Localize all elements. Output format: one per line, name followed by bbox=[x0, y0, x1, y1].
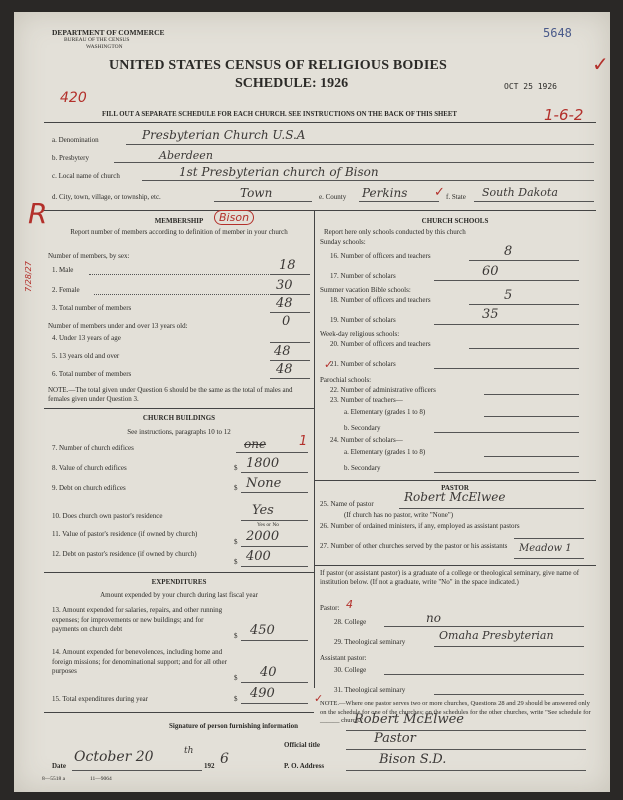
q31-label: 31. Theological seminary bbox=[334, 686, 406, 694]
po-address-label: P. O. Address bbox=[284, 762, 325, 770]
pastor-sub-label: Pastor: bbox=[320, 604, 340, 612]
q16-line bbox=[469, 260, 579, 261]
red-tick-mark: ✓ bbox=[314, 692, 324, 705]
q29-label: 29. Theological seminary bbox=[334, 638, 406, 646]
section-divider-top bbox=[44, 210, 596, 211]
q25-label: 25. Name of pastor bbox=[320, 500, 374, 508]
buildings-subtitle: See instructions, paragraphs 10 to 12 bbox=[127, 428, 231, 436]
q18-value: 5 bbox=[504, 288, 513, 303]
q7-red-value: 1 bbox=[299, 434, 308, 449]
q9-value: None bbox=[246, 476, 282, 491]
q1-leader bbox=[89, 274, 269, 275]
presbytery-line bbox=[114, 162, 594, 163]
red-tick-mark: ✓ bbox=[434, 185, 445, 200]
q19-value: 35 bbox=[482, 307, 499, 322]
q5-line bbox=[270, 360, 310, 361]
q27-value: Meadow 1 bbox=[519, 543, 572, 554]
q28-label: 28. College bbox=[334, 618, 367, 626]
schools-title: CHURCH SCHOOLS bbox=[421, 217, 489, 225]
q16-value: 8 bbox=[504, 244, 513, 259]
q9-label: 9. Debt on church edifices bbox=[52, 484, 126, 492]
q20-label: 20. Number of officers and teachers bbox=[330, 340, 431, 348]
q11-line bbox=[241, 546, 308, 547]
church-name-value: 1st Presbyterian church of Bison bbox=[179, 165, 379, 179]
q10-sub: Yes or No bbox=[257, 522, 280, 528]
q17-label: 17. Number of scholars bbox=[330, 272, 396, 280]
q4-label: 4. Under 13 years of age bbox=[52, 334, 121, 342]
q7-value: one bbox=[244, 437, 267, 451]
pastor-divider bbox=[314, 480, 596, 481]
date-label: Date bbox=[52, 762, 66, 770]
summer-schools: Summer vacation Bible schools: bbox=[320, 286, 411, 294]
instruction-banner: FILL OUT A SEPARATE SCHEDULE FOR EACH CHURCH. SEE INSTRUCTIONS ON THE BACK OF THIS SHEET bbox=[102, 111, 457, 118]
expenditures-subtitle: Amount expended by your church during last fiscal year bbox=[100, 591, 258, 599]
red-margin-note: 7/28/27 bbox=[24, 261, 33, 292]
q11-label: 11. Value of pastor's residence (if owned by church) bbox=[52, 530, 198, 538]
q6-label: 6. Total number of members bbox=[52, 370, 132, 378]
q23b-label: b. Secondary bbox=[344, 424, 381, 432]
church-name-line bbox=[142, 180, 594, 181]
divider bbox=[44, 122, 596, 123]
q3-value: 48 bbox=[276, 296, 293, 311]
q21-label: 21. Number of scholars bbox=[330, 360, 396, 368]
denomination-value: Presbyterian Church U.S.A bbox=[142, 128, 306, 142]
expenditures-title: EXPENDITURES bbox=[151, 578, 207, 586]
q24a-label: a. Elementary (grades 1 to 8) bbox=[344, 448, 426, 456]
official-title-line bbox=[346, 749, 586, 750]
q5-value: 48 bbox=[274, 344, 291, 359]
schools-intro: Report here only schools conducted by this church bbox=[324, 228, 466, 236]
q8-value: 1800 bbox=[246, 456, 280, 471]
department-label: DEPARTMENT OF COMMERCE bbox=[52, 28, 165, 37]
q24b-line bbox=[434, 472, 579, 473]
q22-label: 22. Number of administrative officers bbox=[330, 386, 436, 394]
q12-line bbox=[241, 566, 308, 567]
red-four-mark: 4 bbox=[346, 598, 353, 611]
q8-dollar: $ bbox=[234, 464, 238, 472]
print-code: 8—5518 a bbox=[42, 776, 66, 782]
q13-dollar: $ bbox=[234, 632, 238, 640]
q26-line bbox=[514, 538, 584, 539]
q19-label: 19. Number of scholars bbox=[330, 316, 396, 324]
q12-label: 12. Debt on pastor's residence (if owned by church) bbox=[52, 550, 197, 558]
print-code-2: 11—9064 bbox=[90, 776, 112, 782]
q2-line bbox=[270, 294, 310, 295]
official-title-value: Pastor bbox=[374, 731, 416, 746]
year-prefix: 192 bbox=[204, 762, 215, 770]
q6-value: 48 bbox=[276, 362, 293, 377]
q23a-line bbox=[484, 416, 579, 417]
q17-line bbox=[434, 280, 579, 281]
city-label: WASHINGTON bbox=[86, 44, 123, 50]
membership-title: MEMBERSHIP bbox=[154, 217, 204, 225]
q28-value: no bbox=[426, 611, 441, 625]
form-number: 5648 bbox=[543, 26, 572, 40]
q15-dollar: $ bbox=[234, 695, 238, 703]
q4-value: 0 bbox=[282, 314, 291, 329]
q18-line bbox=[469, 304, 579, 305]
denomination-label: a. Denomination bbox=[52, 136, 99, 144]
q4-line bbox=[270, 342, 310, 343]
q3-label: 3. Total number of members bbox=[52, 304, 132, 312]
date-line bbox=[72, 770, 202, 771]
q23-label: 23. Number of teachers— bbox=[330, 396, 403, 404]
q9-dollar: $ bbox=[234, 484, 238, 492]
q23a-label: a. Elementary (grades 1 to 8) bbox=[344, 408, 426, 416]
bottom-left-divider bbox=[44, 712, 314, 713]
q20-line bbox=[469, 348, 579, 349]
q9-line bbox=[241, 492, 308, 493]
q14-value: 40 bbox=[260, 665, 277, 680]
q1-value: 18 bbox=[279, 258, 296, 273]
bureau-label: BUREAU OF THE CENSUS bbox=[64, 37, 130, 43]
q27-line bbox=[514, 558, 584, 559]
q22-line bbox=[484, 394, 579, 395]
buildings-title: CHURCH BUILDINGS bbox=[142, 414, 216, 422]
official-title-label: Official title bbox=[284, 741, 320, 749]
q13-value: 450 bbox=[250, 623, 275, 638]
q11-value: 2000 bbox=[246, 529, 280, 544]
pastor-note: NOTE.—Where one pastor serves two or more churches, Questions 28 and 29 should be answered only on the schedule for one of the churches; on the schedules for the other churches, write "See schedule for ______ church." bbox=[320, 700, 591, 724]
signature-value: Robert McElwee bbox=[354, 712, 464, 727]
q19-line bbox=[434, 324, 579, 325]
pastor-title: PASTOR bbox=[441, 484, 469, 492]
q2-value: 30 bbox=[276, 278, 293, 293]
q12-value: 400 bbox=[246, 549, 271, 564]
date-superscript: th bbox=[184, 746, 194, 756]
signature-label: Signature of person furnishing information bbox=[169, 722, 298, 730]
q6-line bbox=[270, 378, 310, 379]
date-value: October 20 bbox=[74, 749, 154, 765]
q30-line bbox=[384, 674, 584, 675]
sunday-schools: Sunday schools: bbox=[320, 238, 366, 246]
q15-line bbox=[241, 703, 308, 704]
q15-label: 15. Total expenditures during year bbox=[52, 695, 148, 703]
q5-label: 5. 13 years old and over bbox=[52, 352, 120, 360]
q27-label: 27. Number of other churches served by the pastor or his assistants bbox=[320, 542, 508, 550]
city-line bbox=[214, 201, 312, 202]
under-over-label: Number of members under and over 13 years old: bbox=[48, 322, 188, 330]
presbytery-label: b. Presbytery bbox=[52, 154, 89, 162]
q18-label: 18. Number of officers and teachers bbox=[330, 296, 431, 304]
church-name-label: c. Local name of church bbox=[52, 172, 120, 180]
q25-line bbox=[399, 508, 584, 509]
q13-line bbox=[241, 640, 308, 641]
q24-label: 24. Number of scholars— bbox=[330, 436, 403, 444]
q24b-label: b. Secondary bbox=[344, 464, 381, 472]
county-label: e. County bbox=[319, 193, 347, 201]
assistant-pastor-label: Assistant pastor: bbox=[320, 654, 367, 662]
q7-label: 7. Number of church edifices bbox=[52, 444, 134, 452]
buildings-divider bbox=[44, 408, 314, 409]
q8-line bbox=[241, 472, 308, 473]
members-by-sex: Number of members, by sex: bbox=[48, 252, 130, 260]
q30-label: 30. College bbox=[334, 666, 367, 674]
weekday-schools: Week-day religious schools: bbox=[320, 330, 400, 338]
q21-line bbox=[434, 368, 579, 369]
q26-label: 26. Number of ordained ministers, if any, employed as assistant pastors bbox=[320, 522, 520, 530]
q10-line bbox=[241, 520, 308, 521]
expenditures-divider bbox=[44, 572, 314, 573]
q13-label: 13. Amount expended for salaries, repairs, and other running expenses; for improvements or new buildings; and for payments on church debt bbox=[52, 606, 223, 633]
county-line bbox=[359, 201, 439, 202]
state-line bbox=[474, 201, 594, 202]
q14-line bbox=[241, 682, 308, 683]
parochial-schools: Parochial schools: bbox=[320, 376, 372, 384]
year-suffix: 6 bbox=[220, 751, 229, 767]
schedule-title: SCHEDULE: 1926 bbox=[235, 76, 349, 91]
membership-intro: Report number of members according to definition of member in your church bbox=[70, 228, 288, 236]
membership-red-note: Bison bbox=[214, 210, 254, 225]
q2-leader bbox=[94, 294, 269, 295]
q28-line bbox=[384, 626, 584, 627]
q3-line bbox=[270, 312, 310, 313]
state-label: f. State bbox=[446, 193, 466, 201]
city-label-line: d. City, town, village, or township, etc. bbox=[52, 193, 161, 201]
q14-dollar: $ bbox=[234, 674, 238, 682]
pastor-instructions: If pastor (or assistant pastor) is a graduate of a college or theological seminary, give name of institution below. (If not a graduate, write "No" in the space indicated.) bbox=[320, 569, 580, 586]
q12-dollar: $ bbox=[234, 558, 238, 566]
red-code: 1-6-2 bbox=[544, 106, 584, 124]
po-address-value: Bison S.D. bbox=[379, 752, 447, 767]
form-title: UNITED STATES CENSUS OF RELIGIOUS BODIES bbox=[109, 58, 448, 73]
q10-value: Yes bbox=[252, 503, 274, 518]
q17-value: 60 bbox=[482, 264, 499, 279]
q14-label: 14. Amount expended for benevolences, including home and foreign missions; for denominational support; and for all other purposes bbox=[52, 648, 227, 675]
q29-value: Omaha Presbyterian bbox=[439, 629, 554, 642]
state-value: South Dakota bbox=[482, 186, 558, 199]
q1-line bbox=[270, 274, 310, 275]
membership-note: NOTE.—The total given under Question 6 should be the same as the total of males and females given under Question 3. bbox=[48, 386, 293, 403]
q15-value: 490 bbox=[250, 686, 275, 701]
q16-label: 16. Number of officers and teachers bbox=[330, 252, 431, 260]
q31-line bbox=[434, 694, 584, 695]
q7-line bbox=[236, 452, 308, 453]
q8-label: 8. Value of church edifices bbox=[52, 464, 127, 472]
census-form-sheet bbox=[14, 12, 610, 792]
q11-dollar: $ bbox=[234, 538, 238, 546]
presbytery-value: Aberdeen bbox=[159, 149, 213, 162]
q25-sub: (If church has no pastor, write "None") bbox=[344, 511, 454, 519]
denomination-line bbox=[126, 144, 594, 145]
city-value: Town bbox=[240, 186, 273, 200]
q23b-line bbox=[434, 432, 579, 433]
red-number: 420 bbox=[60, 90, 87, 106]
q1-label: 1. Male bbox=[52, 266, 74, 274]
county-value: Perkins bbox=[362, 186, 408, 200]
q25-value: Robert McElwee bbox=[404, 490, 506, 504]
q2-label: 2. Female bbox=[52, 286, 80, 294]
column-divider bbox=[314, 210, 315, 688]
pastor-sub-divider bbox=[314, 565, 596, 566]
q24a-line bbox=[484, 456, 579, 457]
received-stamp: OCT 25 1926 bbox=[504, 82, 557, 91]
red-check-mark: ✓ bbox=[592, 52, 609, 76]
red-tick-mark: ✓ bbox=[324, 358, 334, 371]
q29-line bbox=[434, 646, 584, 647]
red-r-mark: R bbox=[28, 197, 48, 230]
q10-label: 10. Does church own pastor's residence bbox=[52, 512, 163, 520]
po-address-line bbox=[346, 770, 586, 771]
